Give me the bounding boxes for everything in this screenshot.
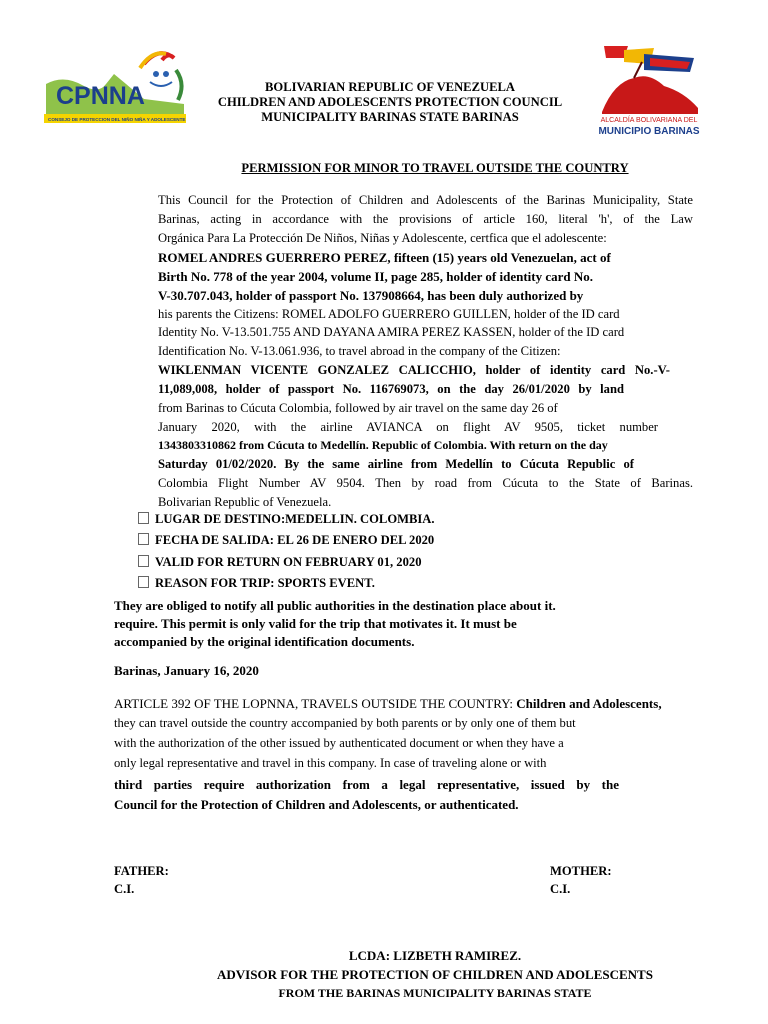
- checkbox-icon: [138, 555, 149, 567]
- body-line: Bolivarian Republic of Venezuela.: [158, 495, 332, 509]
- document-header: [190, 80, 590, 125]
- bullet-item: [138, 512, 435, 527]
- checkbox-icon: [138, 576, 149, 588]
- header-line-3: MUNICIPALITY BARINAS STATE BARINAS: [261, 110, 519, 124]
- body-line: Identification No. V-13.061.936, to travel abroad in the company of the Citizen:: [158, 344, 561, 358]
- notice-line: require. This permit is only valid for the trip that motivates it. It must be: [114, 616, 517, 631]
- bullet-text: REASON FOR TRIP: SPORTS EVENT.: [155, 576, 375, 590]
- notice-line: accompanied by the original identification documents.: [114, 634, 415, 649]
- footer-name: LCDA: LIZBETH RAMIREZ.: [348, 948, 522, 963]
- body-line: his parents the Citizens: ROMEL ADOLFO GUERRERO GUILLEN, holder of the ID card: [158, 307, 620, 321]
- alcaldia-logo-caption-1: ALCALDÍA BOLIVARIANA DEL: [600, 117, 698, 124]
- cpnna-logo-text: CPNNA: [56, 82, 145, 110]
- bullet-item: [138, 555, 422, 570]
- body-line: This Council for the Protection of Children and Adolescents of the Barinas Municipality, State: [158, 193, 693, 207]
- alcaldia-logo-graphic: [594, 42, 704, 138]
- bullet-text: VALID FOR RETURN ON FEBRUARY 01, 2020: [155, 555, 422, 569]
- body-line: from Barinas to Cúcuta Colombia, followed by air travel on the same day 26 of: [158, 401, 558, 415]
- checkbox-icon: [138, 533, 149, 545]
- article-heading-line: [114, 695, 662, 713]
- footer-role: ADVISOR FOR THE PROTECTION OF CHILDREN AND ADOLESCENTS: [217, 967, 653, 982]
- footer-org: FROM THE BARINAS MUNICIPALITY BARINAS STATE: [278, 986, 592, 1000]
- body-line: Colombia Flight Number AV 9504. Then by road from Cúcuta to the State of Barinas.: [158, 476, 693, 490]
- article-heading-tail: Children and Adolescents,: [513, 696, 662, 711]
- body-line: ROMEL ANDRES GUERRERO PEREZ, fifteen (15) years old Venezuelan, act of: [158, 250, 611, 265]
- notice-line: They are obliged to notify all public authorities in the destination place about it.: [114, 598, 556, 613]
- mother-signature: [550, 862, 612, 898]
- article-line: only legal representative and travel in this company. In case of traveling alone or with: [114, 756, 547, 770]
- bullet-text: FECHA DE SALIDA: EL 26 DE ENERO DEL 2020: [155, 533, 435, 547]
- father-label: FATHER:: [114, 864, 169, 878]
- article-line: with the authorization of the other issued by authenticated document or when they have a: [114, 736, 564, 750]
- mother-label: MOTHER:: [550, 864, 612, 878]
- cpnna-logo-graphic: [44, 44, 186, 128]
- body-line: 11,089,008, holder of passport No. 116769073, on the day 26/01/2020 by land: [158, 382, 624, 396]
- body-line: Orgánica Para La Protección De Niños, Niñas y Adolescente, certfica que el adolescente:: [158, 231, 607, 245]
- document-title: PERMISSION FOR MINOR TO TRAVEL OUTSIDE THE COUNTRY: [241, 161, 629, 175]
- body-line: V-30.707.043, holder of passport No. 137908664, has been duly authorized by: [158, 288, 584, 303]
- article-bold-line: third parties require authorization from a legal representative, issued by the: [114, 777, 619, 792]
- article-heading: ARTICLE 392 OF THE LOPNNA, TRAVELS OUTSIDE THE COUNTRY:: [114, 696, 513, 711]
- father-ci: C.I.: [114, 882, 135, 896]
- bullet-item: [138, 576, 375, 591]
- header-line-1: BOLIVARIAN REPUBLIC OF VENEZUELA: [265, 80, 515, 94]
- checkbox-icon: [138, 512, 149, 524]
- cpnna-logo: [44, 44, 186, 128]
- body-line: Birth No. 778 of the year 2004, volume II, page 285, holder of identity card No.: [158, 269, 593, 284]
- body-line: 1343803310862 from Cúcuta to Medellín. Republic of Colombia. With return on the day: [158, 438, 608, 452]
- date-place: Barinas, January 16, 2020: [114, 663, 259, 678]
- body-line: WIKLENMAN VICENTE GONZALEZ CALICCHIO, holder of identity card No.-V-: [158, 363, 670, 377]
- body-line: January 2020, with the airline AVIANCA on flight AV 9505, ticket number: [158, 420, 658, 434]
- article-bold-line: Council for the Protection of Children and Adolescents, or authenticated.: [114, 797, 519, 812]
- alcaldia-logo: [594, 42, 704, 138]
- cpnna-logo-caption: CONSEJO DE PROTECCION DEL NIÑO NIÑA Y ADOLESCENTE: [48, 117, 186, 122]
- bullet-text: LUGAR DE DESTINO:MEDELLIN. COLOMBIA.: [155, 512, 435, 526]
- alcaldia-logo-caption-2: MUNICIPIO BARINAS: [598, 126, 700, 137]
- bullet-item: [138, 533, 434, 548]
- body-line: Saturday 01/02/2020. By the same airline from Medellín to Cúcuta Republic of: [158, 457, 634, 471]
- body-line: Identity No. V-13.501.755 AND DAYANA AMIRA PEREZ KASSEN, holder of the ID card: [158, 325, 625, 339]
- mother-ci: C.I.: [550, 882, 571, 896]
- header-line-2: CHILDREN AND ADOLESCENTS PROTECTION COUNCIL: [217, 95, 563, 109]
- article-line: they can travel outside the country accompanied by both parents or by only one of them but: [114, 716, 576, 730]
- body-line: Barinas, acting in accordance with the provisions of article 160, literal 'h', of the Law: [158, 212, 693, 226]
- father-signature: [114, 862, 169, 898]
